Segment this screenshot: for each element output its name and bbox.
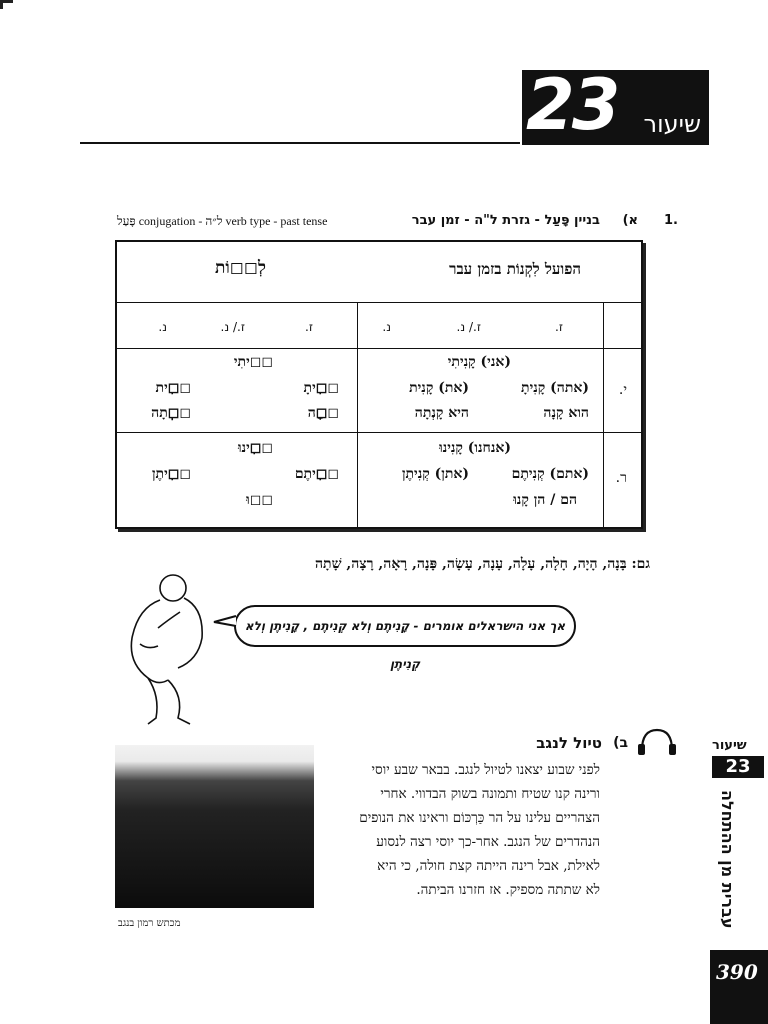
form-p2f: (אתן) קְנִיתֶן (401, 466, 469, 482)
lesson-number: 23 (526, 64, 618, 146)
pattern-s3f: ◻◻ְתָה (151, 405, 191, 421)
pattern-p1: ◻◻ִינוּ (237, 440, 273, 456)
story-line: לאילת, אבל רינה הייתה קצת חולה, כי היא (377, 858, 600, 874)
section-b-title: טיול לנגב (536, 734, 602, 752)
pattern-s1: ◻◻יתִי (233, 354, 273, 370)
lesson-word: שיעור (643, 110, 701, 138)
left-head-both: ז./ נ. (220, 320, 245, 334)
right-head-feminine: נ. (382, 320, 391, 334)
form-s1: (אני) קָנִיתִי (447, 354, 511, 370)
photo-caption: מכתש רמון בנגב (118, 918, 181, 929)
story-line: הצהריים עלינו על הר כַּרְכּוֹם וראינו את הנופים (359, 810, 600, 826)
pattern-p3: ◻◻וּ (246, 492, 273, 508)
table-title-pattern: לְ◻◻וֹת (215, 258, 266, 278)
book-title-vertical (718, 790, 752, 950)
table-title-verb: הפועל לִקְנוֹת בזמן עבר (449, 260, 581, 278)
left-head-feminine: נ. (158, 320, 167, 334)
scan-corner-mark (0, 0, 13, 9)
section-a-number: .1 (664, 213, 678, 228)
pattern-s2f: ◻◻ִית (155, 380, 191, 396)
form-p1: (אנחנו) קָנִינוּ (439, 440, 511, 456)
story-line: ורינה קנו שטיח ותמונה בשוק הבדווי. אחרי (380, 786, 600, 802)
speech-bubble (234, 605, 576, 671)
headphones-icon (636, 726, 678, 756)
side-lesson-word: שיעור (712, 738, 747, 753)
form-s3m: הוא קָנָה (543, 405, 589, 421)
pattern-p2f: ◻◻ִיתֶן (151, 466, 191, 482)
section-a-title-hebrew: בניין פָּעַל - גזרת ל"ה - זמן עבר (411, 213, 600, 228)
side-lesson-number: 23 (712, 756, 764, 778)
story-line: לפני שבוע יצאנו לטיול לנגב. בבאר שבע יוסי (371, 762, 600, 778)
book-title-text: עברית מן ההתחלה (718, 790, 737, 929)
form-p2m: (אתם) קְנִיתֶם (511, 466, 589, 482)
row-label-singular: י. (618, 382, 627, 398)
right-head-masculine: ז. (555, 320, 563, 334)
section-a-letter: א) (622, 213, 638, 228)
story-line: לא שתתה מספיק. אז חזרנו הביתה. (416, 882, 600, 898)
story-paragraph (310, 758, 600, 902)
story-line: הנהדרים של הנגב. אחר-כך יוסי רצה לנסוע (376, 834, 600, 850)
thinker-figure-illustration (118, 568, 218, 728)
pattern-p2m: ◻◻ִיתֶם (294, 466, 339, 482)
pattern-s2m: ◻◻ִיתָ (303, 380, 339, 396)
pattern-s3m: ◻◻ָה (307, 405, 339, 421)
header-rule (80, 142, 520, 144)
page-number: 390 (716, 960, 758, 984)
section-b-letter: ב) (613, 735, 628, 751)
section-a-title-english: פָּעַל conjugation - ל״ה verb type - past tense (117, 214, 328, 228)
speech-bubble-tail (212, 614, 238, 630)
page-number-box (710, 950, 768, 1024)
form-s2m: (אתה) קָנִיתָ (521, 380, 589, 396)
conjugation-table (115, 240, 643, 529)
form-p3: הם / הן קָנוּ (513, 492, 577, 508)
right-head-both: ז./ נ. (456, 320, 481, 334)
form-s3f: היא קָנְתָה (414, 405, 469, 421)
lesson-badge (522, 64, 709, 146)
also-verbs-line: גם: בָּנָה, הָיָה, חָלָה, עָלָה, עָנָה, עָשָׂה, פָּנָה, רָאָה, רָצָה, שָׁתָה (315, 556, 650, 572)
left-head-masculine: ז. (305, 320, 313, 334)
speech-bubble-text: אך אני הישראלים אומרים - קָנִיתֶם וְלא קְנִיתֶם , קָנִיתֶן וְלא קְנִיתֶן (244, 619, 566, 671)
desert-photo (115, 745, 314, 908)
form-s2f: (את) קָנִית (409, 380, 469, 396)
row-label-plural: ר. (615, 470, 627, 486)
